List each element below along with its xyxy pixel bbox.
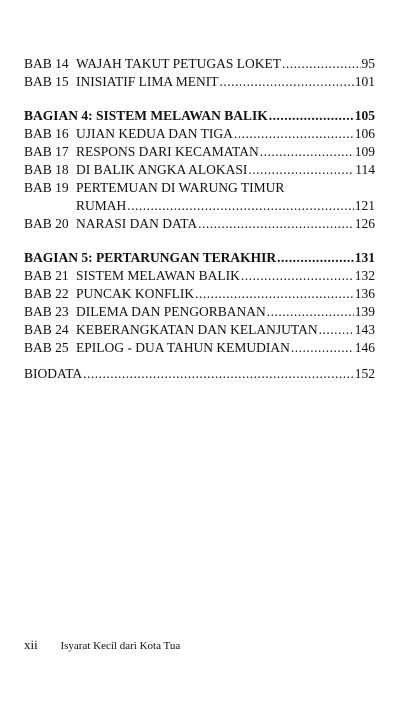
chapter-title: DI BALIK ANGKA ALOKASI [76, 162, 248, 177]
dot-leader [234, 125, 354, 143]
page-footer [24, 637, 180, 653]
section-gap [24, 91, 375, 107]
chapter-page: 146 [354, 340, 375, 355]
chapter-title: EPILOG - DUA TAHUN KEMUDIAN [76, 340, 290, 355]
chapter-page: 139 [354, 304, 375, 319]
table-of-contents [24, 55, 375, 383]
toc-part-5 [24, 249, 375, 267]
toc-entry-bab-19 [24, 179, 375, 197]
chapter-page: 132 [354, 268, 375, 283]
part-page: 131 [354, 250, 375, 265]
chapter-number: BAB 21 [24, 268, 69, 283]
chapter-page: 109 [354, 144, 375, 159]
chapter-number: BAB 19 [24, 180, 69, 195]
chapter-page: 95 [361, 56, 375, 71]
chapter-title: INISIATIF LIMA MENIT [76, 74, 219, 89]
toc-entry-bab-17 [24, 143, 375, 161]
part-title: BAGIAN 5: PERTARUNGAN TERAKHIR [24, 250, 277, 265]
dot-leader [241, 267, 354, 285]
part-title: BAGIAN 4: SISTEM MELAWAN BALIK [24, 108, 268, 123]
dot-leader [267, 303, 354, 321]
chapter-title: NARASI DAN DATA [76, 216, 198, 231]
toc-entry-bab-14 [24, 55, 375, 73]
chapter-title-line-2: RUMAH [76, 198, 127, 213]
toc-entry-bab-22 [24, 285, 375, 303]
chapter-number: BAB 14 [24, 56, 69, 71]
chapter-page: 106 [354, 126, 375, 141]
chapter-page: 143 [354, 322, 375, 337]
dot-leader [220, 73, 354, 91]
section-gap [24, 233, 375, 249]
chapter-number: BAB 18 [24, 162, 69, 177]
dot-leader [282, 55, 360, 73]
chapter-number: BAB 22 [24, 286, 69, 301]
biodata-page: 152 [354, 366, 375, 381]
chapter-page: 101 [354, 74, 375, 89]
footer-book-title: Isyarat Kecil dari Kota Tua [60, 640, 181, 652]
chapter-number: BAB 25 [24, 340, 69, 355]
chapter-title: UJIAN KEDUA DAN TIGA [76, 126, 233, 141]
dot-leader [291, 339, 354, 357]
footer-page-number: xii [24, 637, 38, 652]
chapter-title: DILEMA DAN PENGORBANAN [76, 304, 266, 319]
toc-entry-bab-20 [24, 215, 375, 233]
part-page: 105 [354, 108, 375, 123]
toc-entry-bab-23 [24, 303, 375, 321]
toc-entry-bab-16 [24, 125, 375, 143]
dot-leader [260, 143, 354, 161]
toc-entry-bab-25 [24, 339, 375, 357]
chapter-number: BAB 24 [24, 322, 69, 337]
chapter-title-line-1: PERTEMUAN DI WARUNG TIMUR [76, 180, 285, 195]
chapter-page: 114 [355, 162, 375, 177]
toc-part-4 [24, 107, 375, 125]
toc-entry-bab-24 [24, 321, 375, 339]
chapter-number: BAB 15 [24, 74, 69, 89]
chapter-number: BAB 20 [24, 216, 69, 231]
chapter-page: 126 [354, 216, 375, 231]
chapter-page: 136 [354, 286, 375, 301]
dot-leader [269, 107, 354, 125]
dot-leader [198, 215, 354, 233]
toc-entry-biodata [24, 365, 375, 383]
chapter-number: BAB 16 [24, 126, 69, 141]
dot-leader [248, 161, 354, 179]
dot-leader [277, 249, 354, 267]
chapter-title: RESPONS DARI KECAMATAN [76, 144, 259, 159]
toc-entry-bab-18 [24, 161, 375, 179]
biodata-title: BIODATA [24, 366, 83, 381]
toc-entry-bab-21 [24, 267, 375, 285]
chapter-number: BAB 23 [24, 304, 69, 319]
toc-entry-bab-15 [24, 73, 375, 91]
chapter-page: 121 [354, 198, 375, 213]
chapter-title: SISTEM MELAWAN BALIK [76, 268, 240, 283]
chapter-title: PUNCAK KONFLIK [76, 286, 195, 301]
dot-leader [127, 197, 353, 215]
section-gap [24, 357, 375, 365]
toc-entry-bab-19-continued [24, 197, 375, 215]
chapter-title: KEBERANGKATAN DAN KELANJUTAN [76, 322, 318, 337]
chapter-title: WAJAH TAKUT PETUGAS LOKET [76, 56, 282, 71]
dot-leader [83, 365, 354, 383]
dot-leader [195, 285, 354, 303]
dot-leader [319, 321, 354, 339]
chapter-number: BAB 17 [24, 144, 69, 159]
